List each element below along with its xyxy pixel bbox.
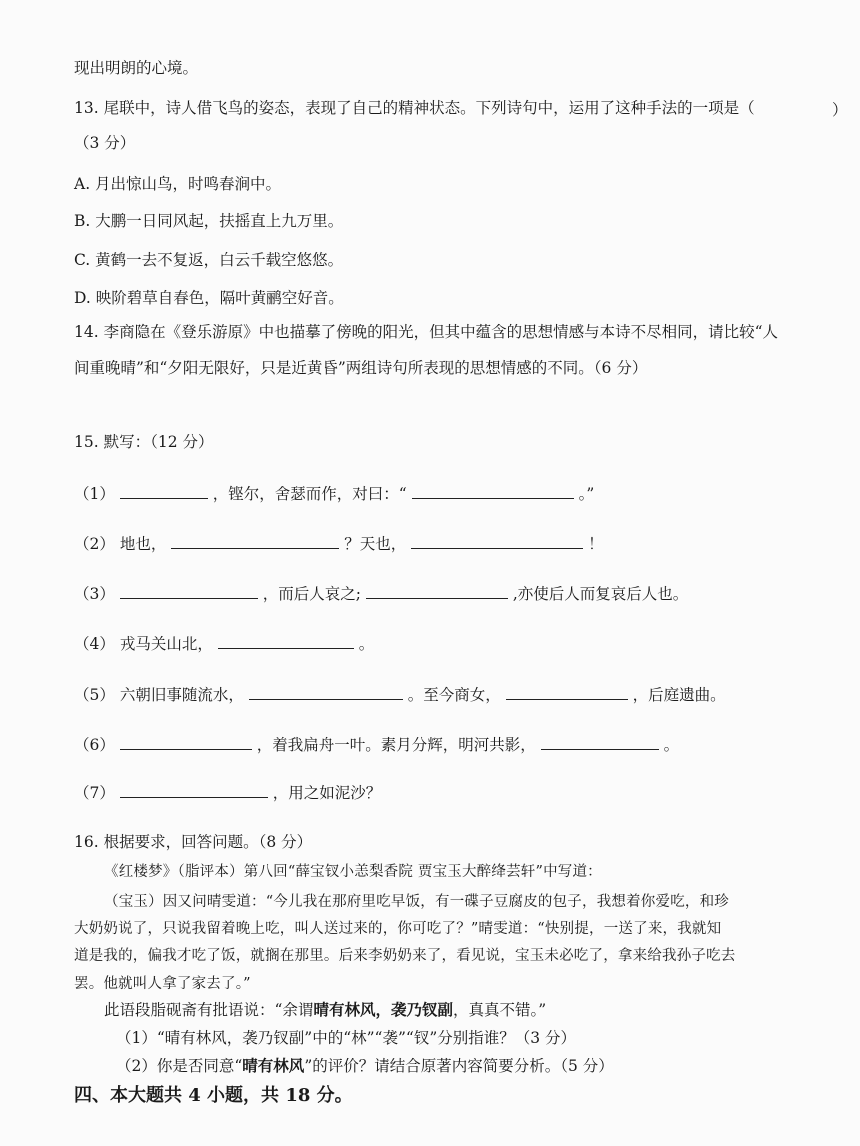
q15-item-3	[74, 583, 688, 604]
q15-title: 15. 默写：（12 分）	[74, 433, 214, 451]
q16-para-line4: 罢。他就叫人拿了家去了。”	[74, 976, 251, 992]
item-text: 。”	[578, 485, 595, 503]
item-number: （4）	[74, 635, 115, 653]
section-4-heading: 四、本大题共 4 小题，共 18 分。	[74, 1085, 353, 1106]
answer-blank[interactable]	[171, 533, 339, 549]
answer-blank[interactable]	[411, 533, 583, 549]
answer-blank[interactable]	[120, 483, 208, 499]
answer-blank[interactable]	[412, 483, 574, 499]
comment-bold: 晴有林风，袭乃钗副	[313, 1000, 453, 1019]
q15-item-1	[74, 483, 594, 504]
item-text: ，后庭遗曲。	[632, 686, 726, 704]
q14-line1: 14. 李商隐在《登乐游原》中也描摹了傍晚的阳光，但其中蕴含的思想情感与本诗不尽相同，请比较“人	[74, 323, 779, 341]
q16-para-line2: 大奶奶说了，只说我留着晚上吃，叫人送过来的，你可吃了？”晴雯道：“快别提，一送了来，我就知	[74, 921, 722, 937]
q14-line2: 间重晚晴”和“夕阳无限好，只是近黄昏”两组诗句所表现的思想情感的不同。（6 分）	[74, 359, 648, 377]
q13-option-d: D. 映阶碧草自春色，隔叶黄鹂空好音。	[74, 289, 344, 307]
top-fragment: 现出明朗的心境。	[74, 59, 199, 77]
q13-stem: 13. 尾联中，诗人借飞鸟的姿态，表现了自己的精神状态。下列诗句中，运用了这种手法的一项是（	[74, 99, 755, 117]
item-number: （2）	[74, 535, 115, 553]
answer-blank[interactable]	[541, 734, 659, 750]
answer-blank[interactable]	[120, 782, 268, 798]
item-text: ，铿尔，舍瑟而作，对曰：“	[212, 485, 407, 503]
answer-blank[interactable]	[218, 633, 354, 649]
q16-sub2	[116, 1056, 614, 1076]
item-text: ，着我扁舟一叶。素月分辉，明河共影，	[256, 736, 536, 754]
item-number: （3）	[74, 585, 115, 603]
item-number: （6）	[74, 736, 115, 754]
q16-para-line1: （宝玉）因又问晴雯道：“今儿我在那府里吃早饭，有一碟子豆腐皮的包子，我想着你爱吃，和珍	[104, 894, 730, 910]
answer-blank[interactable]	[506, 684, 628, 700]
item-text: 。至今商女，	[407, 686, 501, 704]
item-text: 六朝旧事随流水，	[119, 686, 244, 704]
answer-blank[interactable]	[120, 583, 258, 599]
q13-close-paren: ）	[832, 101, 848, 119]
q15-item-7	[74, 782, 381, 803]
q16-intro: 《红楼梦》（脂评本）第八回“薛宝钗小恙梨香院 贾宝玉大醉绛芸轩”中写道：	[104, 864, 602, 880]
answer-blank[interactable]	[249, 684, 403, 700]
item-text: ，用之如泥沙？	[272, 784, 382, 802]
comment-text: 此语段脂砚斋有批语说：“余谓	[104, 1001, 314, 1019]
answer-blank[interactable]	[366, 583, 508, 599]
q13-score: （3 分）	[74, 134, 136, 152]
sub2-text: （2）你是否同意“	[116, 1057, 243, 1075]
q15-item-2	[74, 533, 604, 554]
q16-comment	[104, 1000, 546, 1020]
item-number: （7）	[74, 784, 115, 802]
q15-item-6	[74, 734, 679, 755]
item-text: ？天也，	[344, 535, 407, 553]
item-text: ！	[588, 535, 604, 553]
sub2-bold: 晴有林风	[242, 1056, 305, 1075]
q16-sub1: （1）“晴有林风，袭乃钗副”中的“林”“袭”“钗”分别指谁？（3 分）	[116, 1029, 577, 1047]
q15-item-4	[74, 633, 374, 654]
answer-blank[interactable]	[120, 734, 252, 750]
sub2-text: ”的评价？请结合原著内容简要分析。（5 分）	[304, 1057, 614, 1075]
item-text: ,亦使后人而复哀后人也。	[512, 585, 689, 603]
q13-option-a: A. 月出惊山鸟，时鸣春涧中。	[74, 175, 282, 193]
q16-title: 16. 根据要求，回答问题。（8 分）	[74, 833, 313, 851]
item-text: 。	[358, 635, 375, 653]
q16-para-line3: 道是我的，偏我才吃了饭，就搁在那里。后来李奶奶来了，看见说，宝玉未必吃了，拿来给我孙子吃去	[74, 948, 736, 964]
item-number: （5）	[74, 686, 115, 704]
item-text: 戎马关山北，	[119, 635, 213, 653]
item-text: 地也，	[119, 535, 167, 553]
q13-option-c: C. 黄鹤一去不复返，白云千载空悠悠。	[74, 251, 344, 269]
q13-option-b: B. 大鹏一日同风起，扶摇直上九万里。	[74, 212, 344, 230]
q15-item-5	[74, 684, 726, 705]
item-text: 。	[663, 736, 680, 754]
comment-text: ，真真不错。”	[452, 1001, 547, 1019]
item-number: （1）	[74, 485, 115, 503]
item-text: ，而后人哀之;	[262, 585, 361, 603]
